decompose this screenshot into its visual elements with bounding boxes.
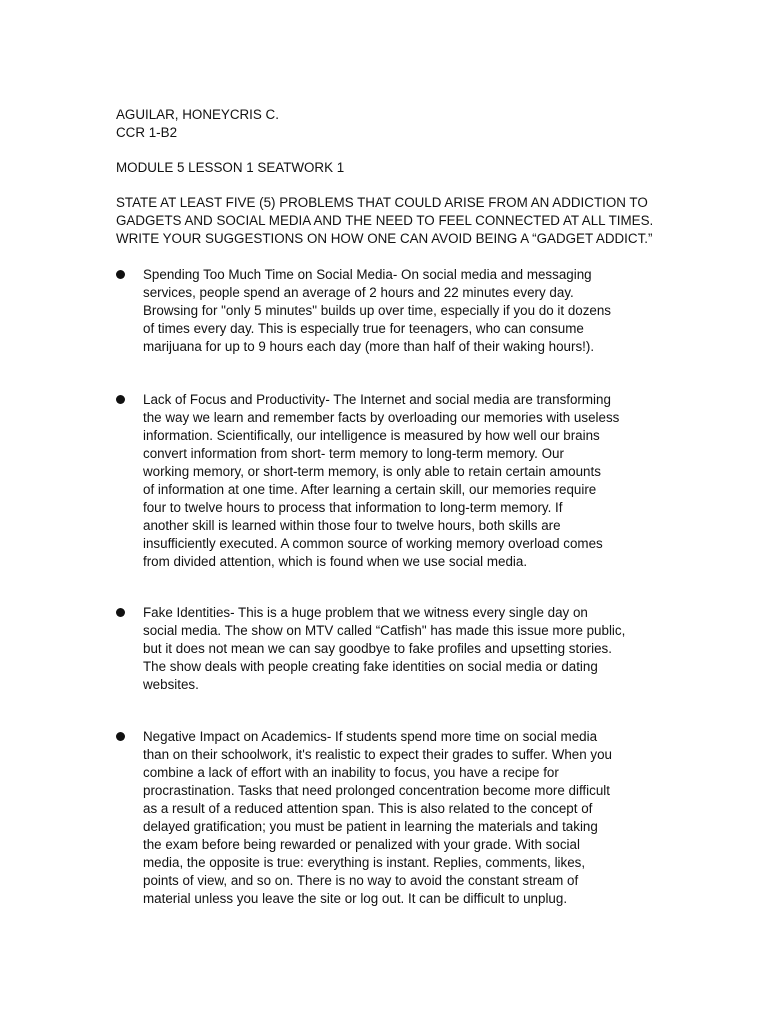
text-line: information. Scientifically, our intelligence is measured by how well our brains: [143, 428, 600, 443]
text-line: another skill is learned within those four to twelve hours, both skills are: [143, 518, 561, 533]
text-line: procrastination. Tasks that need prolonged concentration become more difficult: [143, 783, 610, 798]
text-line: but it does not mean we can say goodbye to fake profiles and upsetting stories.: [143, 641, 612, 656]
text-line: combine a lack of effort with an inability to focus, you have a recipe for: [143, 765, 559, 780]
instruction-line: WRITE YOUR SUGGESTIONS ON HOW ONE CAN AVOID BEING A “GADGET ADDICT.”: [116, 231, 653, 246]
bullet-icon: [116, 608, 125, 617]
text-line: the way we learn and remember facts by overloading our memories with useless: [143, 410, 620, 425]
text-line: Fake Identities- This is a huge problem that we witness every single day on: [143, 605, 588, 620]
text-line: than on their schoolwork, it's realistic to expect their grades to suffer. When you: [143, 747, 612, 762]
bullet-icon: [116, 270, 125, 279]
text-line: Browsing for "only 5 minutes" builds up over time, especially if you do it dozens: [143, 303, 611, 318]
text-line: four to twelve hours to process that information to long-term memory. If: [143, 500, 563, 515]
text-line: services, people spend an average of 2 hours and 22 minutes every day.: [143, 285, 574, 300]
text-line: The show deals with people creating fake identities on social media or dating: [143, 659, 598, 674]
bullet-icon: [116, 732, 125, 741]
instruction-paragraph: [116, 194, 656, 248]
text-line: insufficiently executed. A common source of working memory overload comes: [143, 536, 603, 551]
student-section: CCR 1-B2: [116, 125, 178, 140]
list-item-text: [143, 391, 663, 571]
student-name: AGUILAR, HONEYCRIS C.: [116, 107, 279, 122]
text-line: the exam before being rewarded or penalized with your grade. With social: [143, 837, 580, 852]
text-line: social media. The show on MTV called “Catfish" has made this issue more public,: [143, 623, 626, 638]
list-item-text: [143, 604, 663, 694]
text-line: working memory, or short-term memory, is only able to retain certain amounts: [143, 464, 601, 479]
list-item-text: [143, 266, 663, 356]
text-line: media, the opposite is true: everything is instant. Replies, comments, likes,: [143, 855, 586, 870]
text-line: Negative Impact on Academics- If students spend more time on social media: [143, 729, 598, 744]
text-line: websites.: [143, 677, 199, 692]
text-line: as a result of a reduced attention span. This is also related to the concept of: [143, 801, 593, 816]
text-line: points of view, and so on. There is no way to avoid the constant stream of: [143, 873, 579, 888]
text-line: of information at one time. After learning a certain skill, our memories require: [143, 482, 597, 497]
text-line: delayed gratification; you must be patient in learning the materials and taking: [143, 819, 598, 834]
text-line: Lack of Focus and Productivity- The Internet and social media are transforming: [143, 392, 611, 407]
text-line: material unless you leave the site or log out. It can be difficult to unplug.: [143, 891, 568, 906]
student-header: [116, 106, 676, 142]
instruction-line: STATE AT LEAST FIVE (5) PROBLEMS THAT COULD ARISE FROM AN ADDICTION TO: [116, 195, 648, 210]
text-line: from divided attention, which is found when we use social media.: [143, 554, 528, 569]
text-line: marijuana for up to 9 hours each day (more than half of their waking hours!).: [143, 339, 595, 354]
bullet-icon: [116, 395, 125, 404]
list-item-text: [143, 728, 663, 908]
text-line: Spending Too Much Time on Social Media- On social media and messaging: [143, 267, 592, 282]
text-line: of times every day. This is especially true for teenagers, who can consume: [143, 321, 584, 336]
text-line: convert information from short- term memory to long-term memory. Our: [143, 446, 564, 461]
module-title: MODULE 5 LESSON 1 SEATWORK 1: [116, 160, 345, 175]
instruction-line: GADGETS AND SOCIAL MEDIA AND THE NEED TO FEEL CONNECTED AT ALL TIMES.: [116, 213, 654, 228]
